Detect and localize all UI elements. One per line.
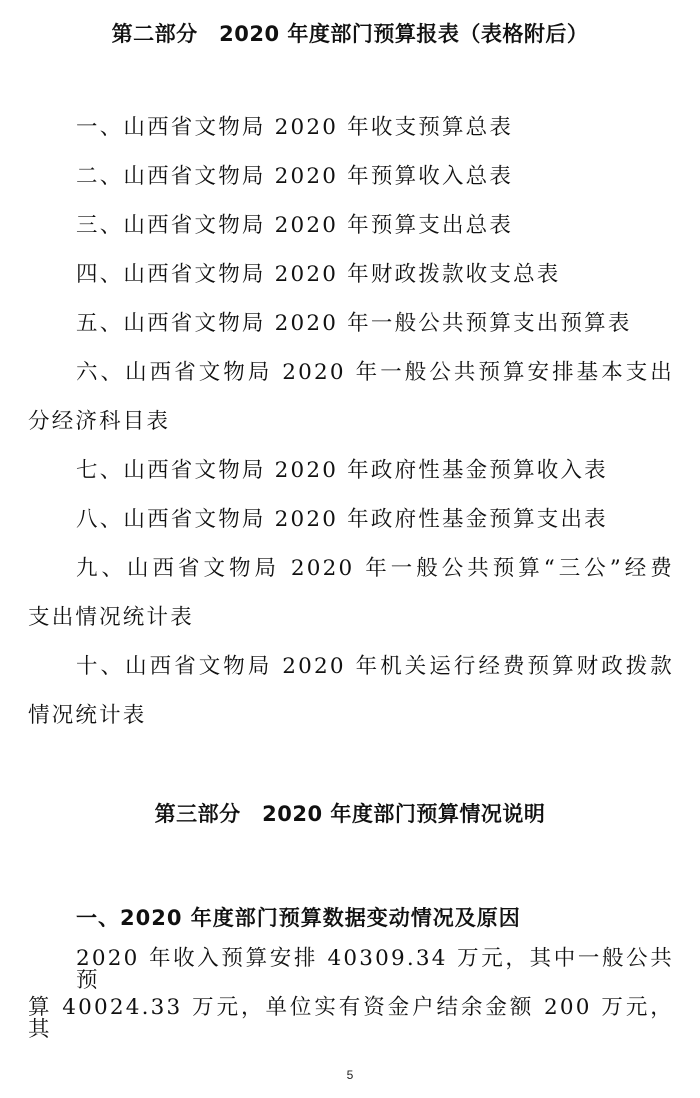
- list-item: 六、山西省文物局 2020 年一般公共预算安排基本支出: [76, 360, 674, 385]
- list-item: 八、山西省文物局 2020 年政府性基金预算支出表: [76, 507, 608, 532]
- list-item: 五、山西省文物局 2020 年一般公共预算支出预算表: [76, 311, 632, 336]
- list-item-continuation: 分经济科目表: [28, 409, 171, 434]
- paragraph-line: 算 40024.33 万元，单位实有资金户结余金额 200 万元，其: [28, 995, 674, 1042]
- list-item: 三、山西省文物局 2020 年预算支出总表: [76, 213, 514, 238]
- list-item-continuation: 支出情况统计表: [28, 605, 194, 630]
- list-item: 四、山西省文物局 2020 年财政拨款收支总表: [76, 262, 561, 287]
- paragraph-line: 2020 年收入预算安排 40309.34 万元，其中一般公共预: [76, 946, 674, 993]
- list-item: 七、山西省文物局 2020 年政府性基金预算收入表: [76, 458, 608, 483]
- page-number: 5: [346, 1068, 354, 1082]
- list-item: 一、山西省文物局 2020 年收支预算总表: [76, 115, 514, 140]
- list-item-continuation: 情况统计表: [28, 703, 147, 728]
- part3-heading: 第三部分 2020 年度部门预算情况说明: [154, 802, 546, 826]
- list-item: 九、山西省文物局 2020 年一般公共预算“三公”经费: [76, 556, 674, 581]
- list-item: 十、山西省文物局 2020 年机关运行经费预算财政拨款: [76, 654, 674, 679]
- list-item: 二、山西省文物局 2020 年预算收入总表: [76, 164, 514, 189]
- part2-heading: 第二部分 2020 年度部门预算报表（表格附后）: [111, 22, 589, 46]
- section-heading: 一、2020 年度部门预算数据变动情况及原因: [76, 906, 521, 930]
